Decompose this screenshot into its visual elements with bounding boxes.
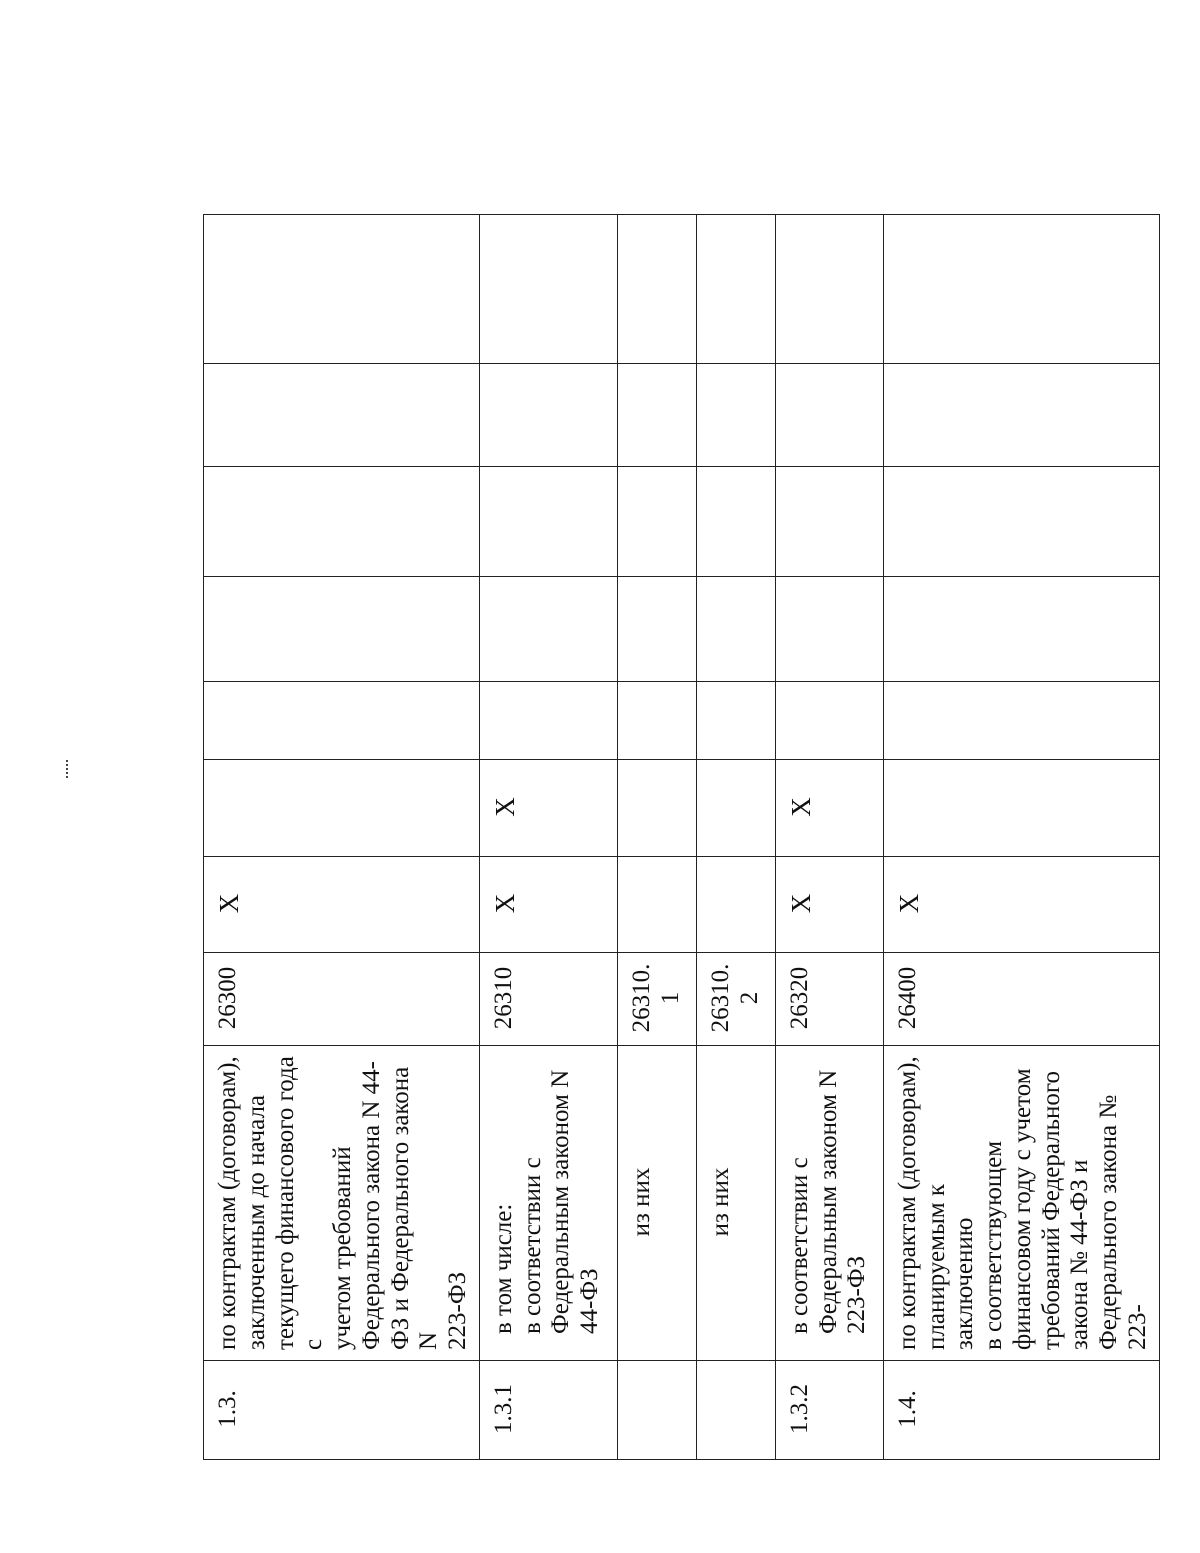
empty-cell (696, 682, 775, 760)
empty-cell (617, 215, 696, 364)
row-code: 26300 (204, 953, 480, 1046)
empty-cell (479, 364, 617, 467)
row-number: 1.4. (883, 1361, 1159, 1460)
row-description: по контрактам (договорам), заключенным до начала текущего финансового года с учетом требований Федерального закона N 44- ФЗ и Федерального закона N 223-ФЗ (204, 1046, 480, 1361)
empty-cell (617, 364, 696, 467)
row-number (696, 1361, 775, 1460)
row-mark-x: X (883, 857, 1159, 953)
empty-cell (617, 577, 696, 682)
row-mark-x: X (479, 857, 617, 953)
row-mark-x (696, 857, 775, 953)
row-mark-x: X (775, 857, 883, 953)
row-mark-x (696, 760, 775, 857)
row-code: 26320 (775, 953, 883, 1046)
empty-cell (696, 215, 775, 364)
empty-cell (883, 215, 1159, 364)
empty-cell (883, 467, 1159, 577)
row-description: из них (617, 1046, 696, 1361)
empty-cell (479, 215, 617, 364)
table-row (775, 215, 883, 1460)
row-code: 26310 (479, 953, 617, 1046)
row-description: в соответствии с Федеральным законом N 223-ФЗ (775, 1046, 883, 1361)
table-row (883, 215, 1159, 1460)
empty-cell (883, 682, 1159, 760)
row-mark-x: X (479, 760, 617, 857)
empty-cell (696, 467, 775, 577)
empty-cell (617, 467, 696, 577)
empty-cell (204, 682, 480, 760)
empty-cell (479, 682, 617, 760)
empty-cell (883, 577, 1159, 682)
row-description: из них (696, 1046, 775, 1361)
row-description: по контрактам (договорам), планируемым к заключению в соответствующем финансовом году с учетом требований Федерального закона № 44-ФЗ и Федерального закона № 223- (883, 1046, 1159, 1361)
row-mark-x (617, 857, 696, 953)
row-mark-x: X (775, 760, 883, 857)
table-row (479, 215, 617, 1460)
row-mark-x (617, 760, 696, 857)
row-code: 26310. 1 (617, 953, 696, 1046)
empty-cell (883, 364, 1159, 467)
table-row (696, 215, 775, 1460)
empty-cell (775, 215, 883, 364)
row-number: 1.3. (204, 1361, 480, 1460)
empty-cell (696, 577, 775, 682)
empty-cell (204, 577, 480, 682)
row-description: в том числе: в соответствии с Федеральным законом N 44-ФЗ (479, 1046, 617, 1361)
row-mark-x (204, 760, 480, 857)
empty-cell (479, 577, 617, 682)
rotated-table-page (203, 215, 1151, 1460)
row-number (617, 1361, 696, 1460)
table-row (617, 215, 696, 1460)
empty-cell (204, 215, 480, 364)
row-code: 26400 (883, 953, 1159, 1046)
row-code: 26310. 2 (696, 953, 775, 1046)
empty-cell (204, 364, 480, 467)
row-number: 1.3.1 (479, 1361, 617, 1460)
empty-cell (775, 364, 883, 467)
row-mark-x: X (204, 857, 480, 953)
scan-artifact-mark (66, 760, 74, 778)
table-row (204, 215, 480, 1460)
empty-cell (204, 467, 480, 577)
empty-cell (617, 682, 696, 760)
empty-cell (775, 577, 883, 682)
empty-cell (696, 364, 775, 467)
empty-cell (775, 467, 883, 577)
empty-cell (479, 467, 617, 577)
row-mark-x (883, 760, 1159, 857)
budget-table (203, 214, 1160, 1460)
row-number: 1.3.2 (775, 1361, 883, 1460)
empty-cell (775, 682, 883, 760)
